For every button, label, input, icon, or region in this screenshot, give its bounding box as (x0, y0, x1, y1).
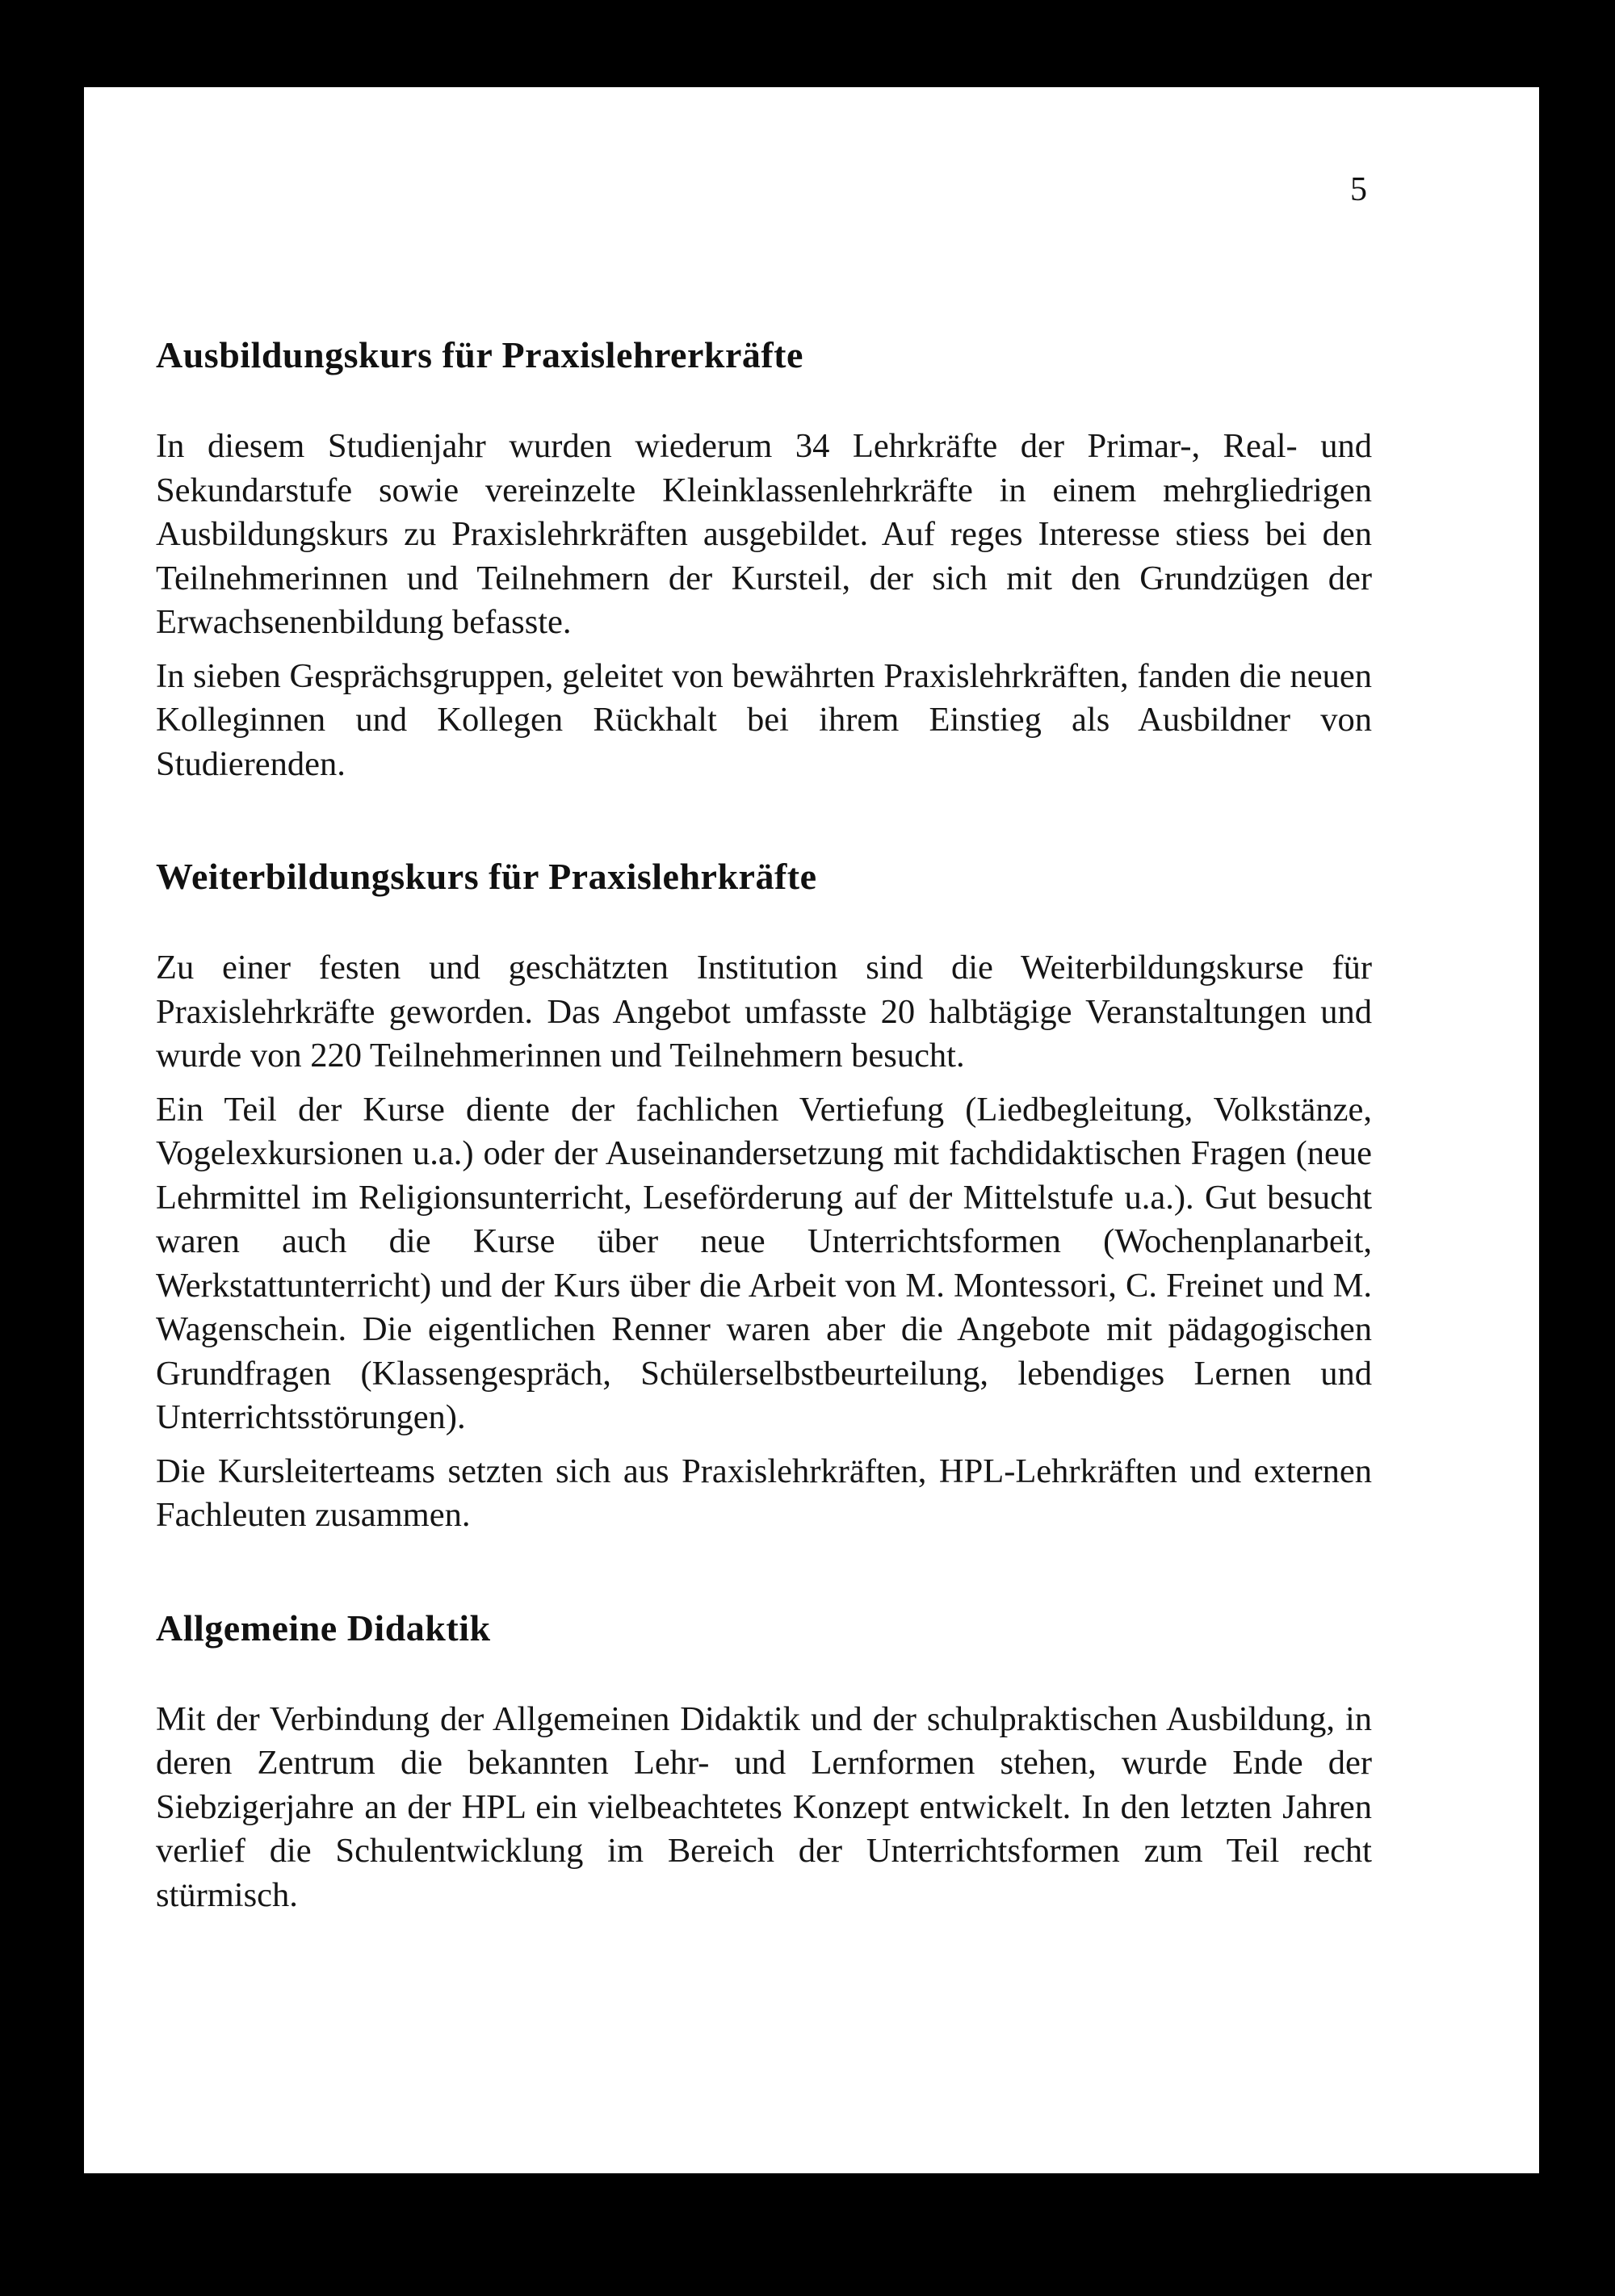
paragraph: In diesem Studienjahr wurden wiederum 34 Lehrkräfte der Primar-, Real- und Sekundarstufe sowie vereinzelte Kleinklassenlehrkräfte in einem mehrgliedrigen Ausbildungskurs zu Praxislehrkräften ausgebildet. Auf reges Interesse stiess bei den Teilnehmerinnen und Teilnehmern der Kursteil, der sich mit den Grundzügen der Erwachsenenbildung befasste. (156, 427, 1372, 641)
section-heading: Weiterbildungskurs für Praxislehrkräfte (156, 856, 817, 897)
paragraph: Die Kursleiterteams setzten sich aus Praxislehrkräften, HPL-Lehrkräften und externen Fachleuten zusammen. (156, 1452, 1372, 1534)
section-heading: Ausbildungskurs für Praxislehrerkräfte (156, 334, 803, 375)
section-allgemeine-didaktik (156, 1604, 1372, 1918)
section-heading: Allgemeine Didaktik (156, 1607, 491, 1649)
section-weiterbildungskurs (156, 853, 1372, 1538)
section-ausbildungskurs (156, 331, 1372, 786)
page-number: 5 (1350, 171, 1367, 208)
paragraph: Ein Teil der Kurse diente der fachlichen Vertiefung (Liedbegleitung, Volkstänze, Vogelexkursionen u.a.) oder der Auseinandersetzung mit fachdidaktischen Fragen (neue Lehrmittel im Religionsunterricht, Leseförderung auf der Mittelstufe u.a.). Gut besucht waren auch die Kurse über neue Unterrichtsformen (Wochenplanarbeit, Werkstattunterricht) und der Kurs über die Arbeit von M. Montessori, C. Freinet und M. Wagenschein. Die eigentlichen Renner waren aber die Angebote mit pädagogischen Grundfragen (Klassengespräch, Schülerselbstbeurteilung, lebendiges Lernen und Unterrichtsstörungen). (156, 1090, 1372, 1436)
paragraph: In sieben Gesprächsgruppen, geleitet von bewährten Praxislehrkräften, fanden die neuen Kolleginnen und Kollegen Rückhalt bei ihrem Einstieg als Ausbildner von Studierenden. (156, 656, 1372, 783)
page-body (156, 331, 1372, 1917)
paragraph: Zu einer festen und geschätzten Institution sind die Weiterbildungskurse für Praxislehrkräfte geworden. Das Angebot umfasste 20 halbtägige Veranstaltungen und wurde von 220 Teilnehmerinnen und Teilnehmern besucht. (156, 949, 1372, 1075)
paragraph: Mit der Verbindung der Allgemeinen Didaktik und der schulpraktischen Ausbildung, in deren Zentrum die bekannten Lehr- und Lernformen stehen, wurde Ende der Siebzigerjahre an der HPL ein vielbeachtetes Konzept entwickelt. In den letzten Jahren verlief die Schulentwicklung im Bereich der Unterrichtsformen zum Teil recht stürmisch. (156, 1699, 1372, 1914)
